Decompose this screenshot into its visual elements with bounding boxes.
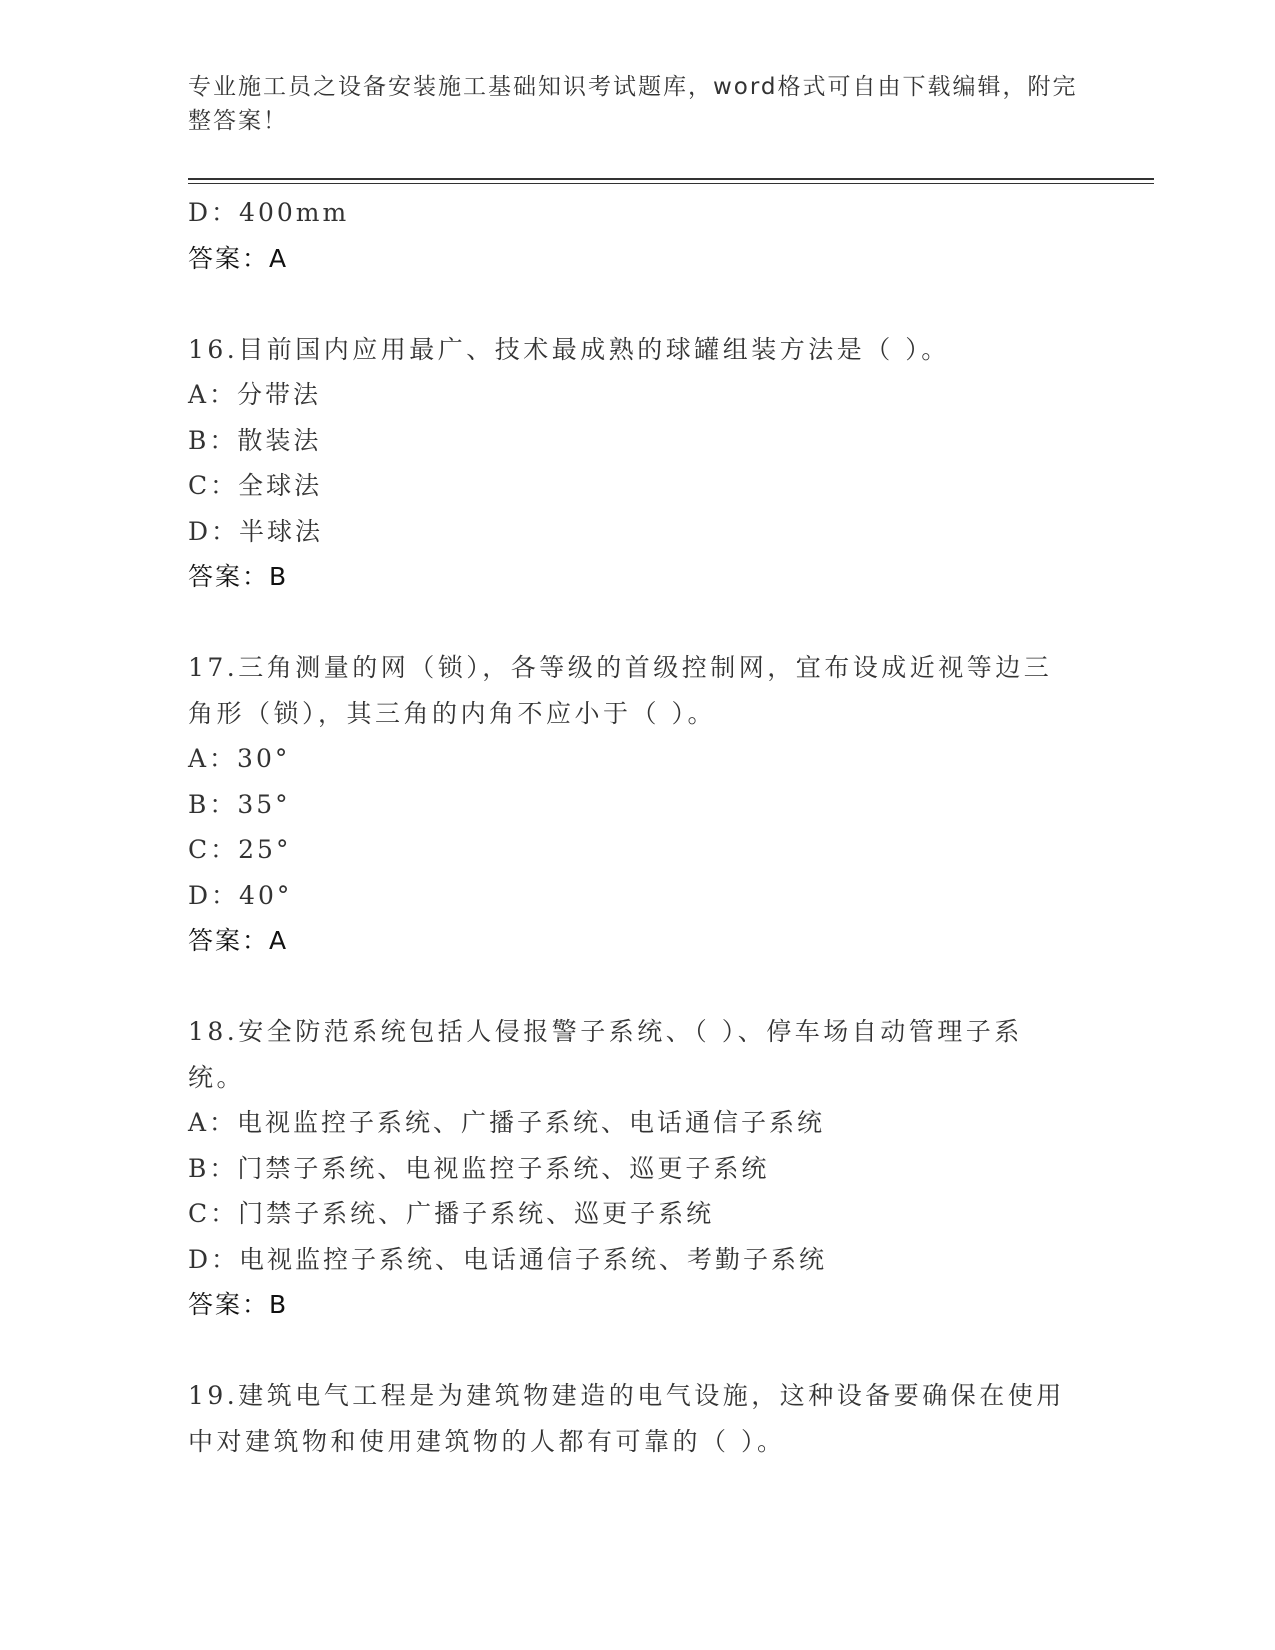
option-d: D：半球法 (188, 516, 324, 546)
answer: 答案：B (188, 1290, 289, 1319)
question-list (188, 190, 1088, 1464)
question-16 (188, 327, 1088, 600)
header-divider-thin (188, 183, 1154, 184)
answer: 答案：A (188, 926, 289, 955)
question-stem-continued: 角形（锁），其三角的内角不应小于（ ）。 (188, 698, 716, 728)
header-line-1: 专业施工员之设备安装施工基础知识考试题库，word格式可自由下载编辑，附完 (188, 74, 1078, 100)
question-stem: 16.目前国内应用最广、技术最成熟的球罐组装方法是（ ）。 (188, 334, 950, 364)
question-stem-continued: 中对建筑物和使用建筑物的人都有可靠的（ ）。 (188, 1426, 786, 1456)
document-header (188, 70, 1088, 138)
option-d: D：电视监控子系统、电话通信子系统、考勤子系统 (188, 1244, 828, 1274)
option-a: A：30° (188, 744, 291, 773)
question-18 (188, 1009, 1088, 1328)
option-a: A：电视监控子系统、广播子系统、电话通信子系统 (188, 1108, 826, 1137)
question-stem-continued: 统。 (188, 1062, 246, 1092)
spacer (188, 964, 1088, 1010)
option-a: A：分带法 (188, 380, 322, 409)
option-b: B：散装法 (188, 425, 322, 455)
option-c: C：门禁子系统、广播子系统、巡更子系统 (188, 1199, 715, 1228)
prev-answer: 答案：A (188, 243, 289, 273)
option-c: C：全球法 (188, 471, 323, 500)
header-divider-thick (188, 178, 1154, 180)
spacer (188, 600, 1088, 646)
spacer (188, 1328, 1088, 1374)
question-17 (188, 645, 1088, 964)
question-stem: 18.安全防范系统包括人侵报警子系统、（ ）、停车场自动管理子系 (188, 1017, 1023, 1046)
option-d: D：40° (188, 880, 293, 910)
question-stem: 17.三角测量的网（锁），各等级的首级控制网，宜布设成近视等边三 (188, 653, 1053, 682)
question-19 (188, 1373, 1088, 1464)
question-stem: 19.建筑电气工程是为建筑物建造的电气设施，这种设备要确保在使用 (188, 1381, 1065, 1410)
prev-option-d: D：400mm (188, 198, 350, 227)
option-c: C：25° (188, 835, 292, 864)
option-b: B：35° (188, 789, 291, 819)
header-line-2: 整答案！ (188, 108, 288, 134)
answer: 答案：B (188, 562, 289, 591)
option-b: B：门禁子系统、电视监控子系统、巡更子系统 (188, 1153, 770, 1183)
spacer (188, 281, 1088, 327)
